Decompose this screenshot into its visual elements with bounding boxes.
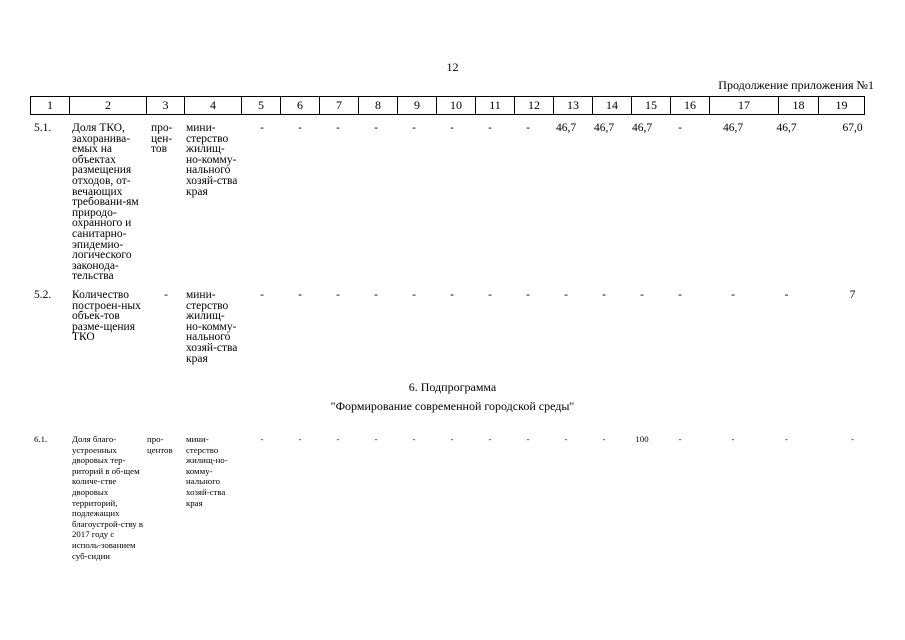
row-value: - <box>678 289 682 301</box>
column-header: 18 <box>779 97 819 115</box>
section-subtitle: "Формирование современной городской среды" <box>330 399 575 413</box>
row-value: - <box>450 122 454 134</box>
column-header: 16 <box>671 97 710 115</box>
column-header: 15 <box>632 97 671 115</box>
row-value: - <box>298 122 302 134</box>
row-value: - <box>785 434 788 444</box>
row-value: - <box>374 122 378 134</box>
column-header: 3 <box>147 97 185 115</box>
row-value: 46,7 <box>776 122 797 134</box>
row-value: - <box>260 434 264 444</box>
row-value: 100 <box>635 434 649 444</box>
column-header: 12 <box>515 97 554 115</box>
row-value: - <box>488 289 492 301</box>
row-value: - <box>298 434 302 444</box>
row-value: 46,7 <box>631 122 653 134</box>
section-title: 6. Подпрограмма <box>408 380 497 394</box>
row-value: - <box>412 122 416 134</box>
column-header: 8 <box>359 97 398 115</box>
row-value: - <box>488 434 492 444</box>
row-value: - <box>678 122 682 134</box>
row-value: - <box>564 289 568 301</box>
column-header: 5 <box>242 97 281 115</box>
row-value: - <box>374 434 378 444</box>
column-header: 19 <box>819 97 865 115</box>
row-code: 6.1. <box>34 434 48 444</box>
continuation-label: Продолжение приложения №1 <box>718 78 874 92</box>
row-responsible: мини-стерство жилищ-но-комму-нального хозяй-ства края <box>186 434 228 508</box>
column-header: 13 <box>554 97 593 115</box>
row-value: - <box>602 434 606 444</box>
row-code: 5.2. <box>34 289 52 301</box>
row-value: - <box>412 289 416 301</box>
row-value: 46,7 <box>593 122 615 134</box>
row-value: - <box>336 289 340 301</box>
row-indicator: Количество построен-ных объек-тов разме-щения ТКО <box>72 289 141 344</box>
row-value: - <box>678 434 682 444</box>
row-value: - <box>731 434 735 444</box>
column-header: 10 <box>437 97 476 115</box>
row-unit: - <box>164 289 168 301</box>
row-unit: про-центов <box>147 434 173 455</box>
row-value: - <box>260 122 264 134</box>
row-value: - <box>450 289 454 301</box>
row-value: - <box>450 434 454 444</box>
row-value: - <box>731 289 735 301</box>
row-indicator: Доля благо-устроенных дворовых тер-риторий в об-щем количе-стве дворовых территорий, подлежащих благоустрой-ству в 2017 году с исполь-зованием суб-сидии <box>72 434 144 561</box>
column-header: 1 <box>31 97 70 115</box>
row-value: - <box>336 434 340 444</box>
column-header: 17 <box>710 97 779 115</box>
column-header: 7 <box>320 97 359 115</box>
page-number: 12 <box>446 60 459 74</box>
row-value: - <box>602 289 606 301</box>
row-value: - <box>526 122 530 134</box>
row-value: - <box>784 289 789 301</box>
row-value: - <box>526 434 530 444</box>
row-value: 7 <box>849 289 856 301</box>
row-value: - <box>851 434 854 444</box>
row-value: - <box>526 289 530 301</box>
column-header: 9 <box>398 97 437 115</box>
row-value: 46,7 <box>722 122 744 134</box>
row-value: - <box>298 289 302 301</box>
row-value: 67,0 <box>842 122 863 134</box>
column-header: 2 <box>70 97 147 115</box>
column-header: 6 <box>281 97 320 115</box>
row-value: - <box>412 434 416 444</box>
row-unit: про-цен-тов <box>151 122 173 156</box>
row-responsible: мини-стерство жилищ-но-комму-нального хозяй-ства края <box>186 122 238 198</box>
column-header-table <box>30 96 865 115</box>
column-header: 11 <box>476 97 515 115</box>
column-header-row <box>31 97 865 115</box>
row-value: 46,7 <box>555 122 577 134</box>
column-header: 4 <box>185 97 242 115</box>
row-value: - <box>260 289 264 301</box>
row-value: - <box>488 122 492 134</box>
row-indicator: Доля ТКО, захоранива-емых на объектах размещения отходов, от-вечающих требовани-ям природо-охранного и санитарно-эпидемио-логического законода-тельства <box>72 122 139 283</box>
row-value: - <box>374 289 378 301</box>
row-code: 5.1. <box>34 122 52 134</box>
row-value: - <box>564 434 568 444</box>
row-value: - <box>336 122 340 134</box>
column-header: 14 <box>593 97 632 115</box>
row-responsible: мини-стерство жилищ-но-комму-нального хозяй-ства края <box>186 289 238 365</box>
row-value: - <box>640 289 644 301</box>
